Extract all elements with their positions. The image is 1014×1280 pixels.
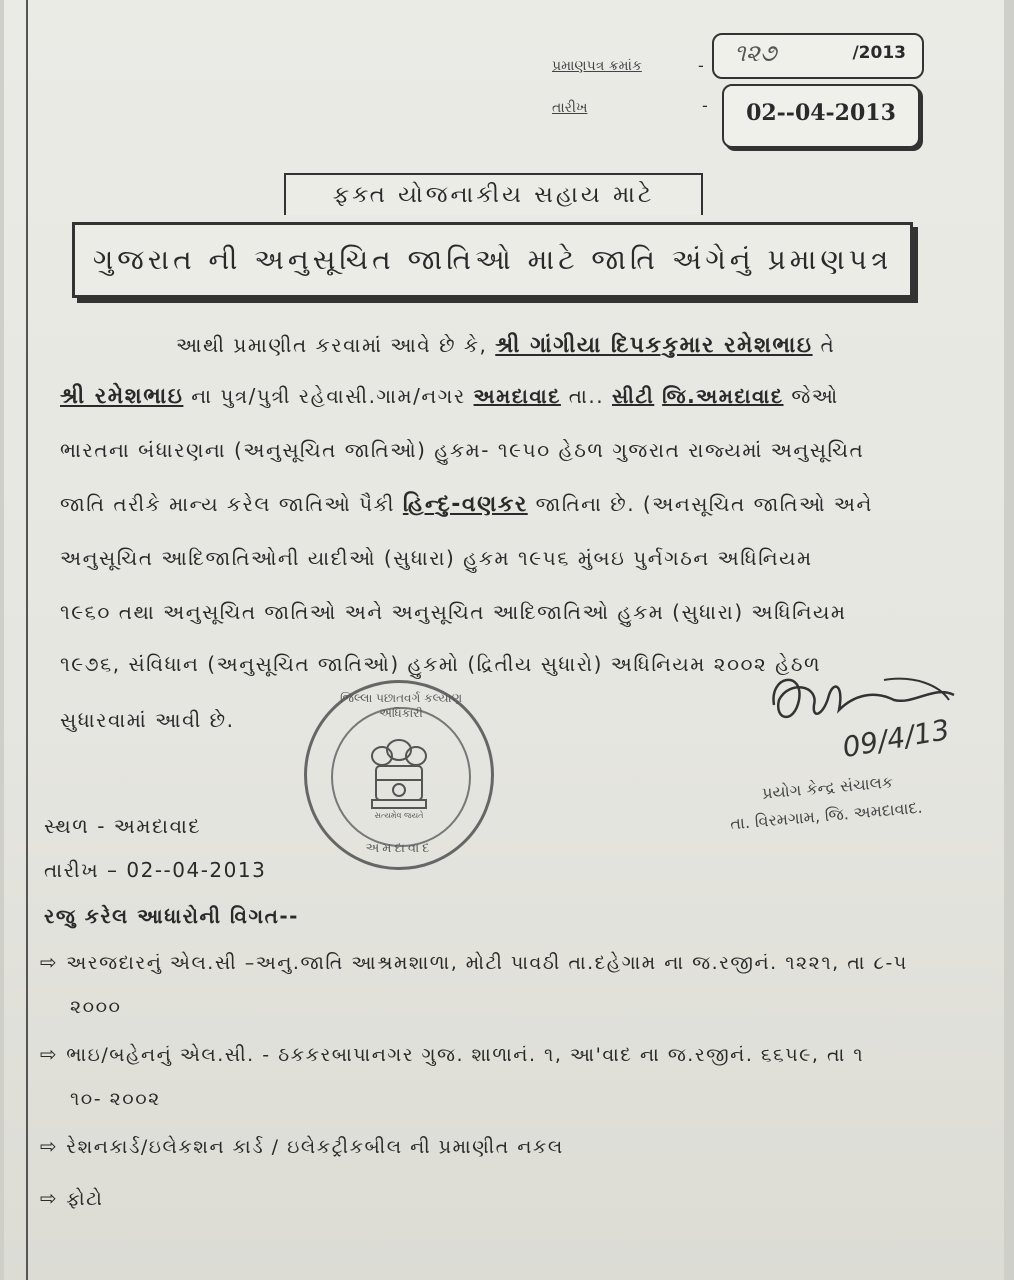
body-text: ના પુત્ર/પુત્રી રહેવાસી.ગામ/નગર (191, 384, 466, 408)
father-name: શ્રી રમેશભાઇ (60, 384, 184, 409)
body-line-4 (60, 492, 873, 517)
cert-number-dash: - (698, 56, 704, 75)
caste-value: હિન્દુ-વણકર (402, 492, 528, 517)
seal-city: અમદાવાદ (365, 841, 433, 856)
arrow-icon: ⇨ (40, 950, 59, 974)
body-text: જાતિ તરીકે માન્ય કરેલ જાતિઓ પૈકી (60, 492, 395, 516)
official-seal (304, 680, 494, 870)
cert-number-label: પ્રમાણપત્ર ક્રમાંક (552, 58, 642, 74)
document-item-text: રેશનકાર્ડ/ઇલેકશન કાર્ડ / ઇલેકટ્રીકબીલ ની પ્રમાણીત નકલ (66, 1136, 564, 1158)
body-line-1 (176, 333, 835, 358)
cert-year: /2013 (852, 43, 906, 63)
cert-number-handwritten: ૧૨૭ (734, 39, 777, 67)
body-text: જાતિના છે. (અનસૂચિત જાતિઓ અને (535, 492, 873, 516)
document-item-cont: ૨૦૦૦ (70, 996, 122, 1018)
certificate-page (4, 0, 1004, 1280)
main-title-box (72, 222, 913, 298)
body-text: આથી પ્રમાણીત કરવામાં આવે છે કે, (176, 333, 488, 357)
date-value: 02--04-2013 (746, 100, 896, 126)
arrow-icon: ⇨ (40, 1134, 59, 1158)
body-line-3: ભારતના બંધારણના (અનુસૂચિત જાતિઓ) હુકમ- ૧૯૫૦ હેઠળ ગુજરાત રાજ્યમાં અનુસૂચિત (60, 438, 865, 462)
seal-ring-text: જિલ્લા પછાતવર્ગ કલ્યાણ અધિકારી (339, 691, 463, 720)
document-item (40, 950, 908, 974)
seal-motto: સત્યમેવ જયતે (374, 811, 424, 820)
arrow-icon: ⇨ (40, 1042, 59, 1066)
officer-title: પ્રયોગ કેન્દ્ર સંચાલક (761, 772, 894, 803)
date-dash: - (702, 96, 708, 115)
document-item (40, 1186, 103, 1210)
document-item (40, 1134, 564, 1158)
body-text: તા.. (568, 384, 605, 408)
date-label: તારીખ (552, 100, 588, 116)
signature-date: 09/4/13 (839, 712, 952, 765)
document-item-text: ભાઇ/બહેનનું એલ.સી. - ઠકકરબાપાનગર ગુજ. શાળાનં. ૧, આ'વાદ ના જ.રજીનં. ૬૬૫૯, તા ૧ (66, 1044, 865, 1066)
taluka-value: સીટી (611, 384, 655, 408)
city-value: અમદાવાદ (473, 384, 561, 408)
arrow-icon: ⇨ (40, 1186, 59, 1210)
date-box (722, 84, 920, 148)
place-line: સ્થળ - અમદાવાદ (44, 814, 202, 838)
document-item (40, 1042, 864, 1066)
main-title: ગુજરાત ની અનુસૂચિત જાતિઓ માટે જાતિ અંગેનું પ્રમાણપત્ર (92, 243, 893, 276)
document-item-text: અરજદારનું એલ.સી –અનુ.જાતિ આશ્રમશાળા, મોટી પાવઠી તા.દહેગામ ના જ.રજીનં. ૧૨૨૧, તા ૮-૫ (66, 952, 908, 974)
body-line-6: ૧૯૬૦ તથા અનુસૂચિત જાતિઓ અને અનુસૂચિત આદિજાતિઓ હુકમ (સુધારા) અધિનિયમ (60, 600, 847, 624)
document-item-cont: ૧૦- ૨૦૦૨ (70, 1088, 161, 1110)
footer-date: તારીખ – 02--04-2013 (44, 858, 267, 882)
body-text: જેઓ (791, 384, 839, 408)
body-line-8: સુધારવામાં આવી છે. (60, 708, 235, 732)
page-left-border (26, 0, 28, 1280)
body-line-2 (60, 384, 839, 409)
cert-number-box (712, 33, 924, 79)
subtitle-box (284, 173, 703, 215)
document-item-text: ફોટો (66, 1188, 104, 1210)
applicant-name: શ્રી ગાંગીયા દિપકકુમાર રમેશભાઇ (495, 333, 813, 358)
documents-title: રજુ કરેલ આધારોની વિગત-- (44, 904, 299, 928)
body-line-7: ૧૯૭૬, સંવિધાન (અનુસૂચિત જાતિઓ) હુકમો (દ્રિતીય સુધારો) અધિનિયમ ૨૦૦૨ હેઠળ (60, 652, 822, 676)
body-line-5: અનુસૂચિત આદિજાતિઓની યાદીઓ (સુધારા) હુકમ ૧૯૫૬ મુંબઇ પુર્નગઠન અધિનિયમ (60, 546, 813, 570)
district-value: જિ.અમદાવાદ (662, 384, 784, 408)
subtitle: ફક્ત યોજનાકીય સહાય માટે (332, 182, 655, 208)
body-text: તે (820, 333, 836, 357)
officer-place: તા. વિરમગામ, જિ. અમદાવાદ. (729, 797, 924, 834)
